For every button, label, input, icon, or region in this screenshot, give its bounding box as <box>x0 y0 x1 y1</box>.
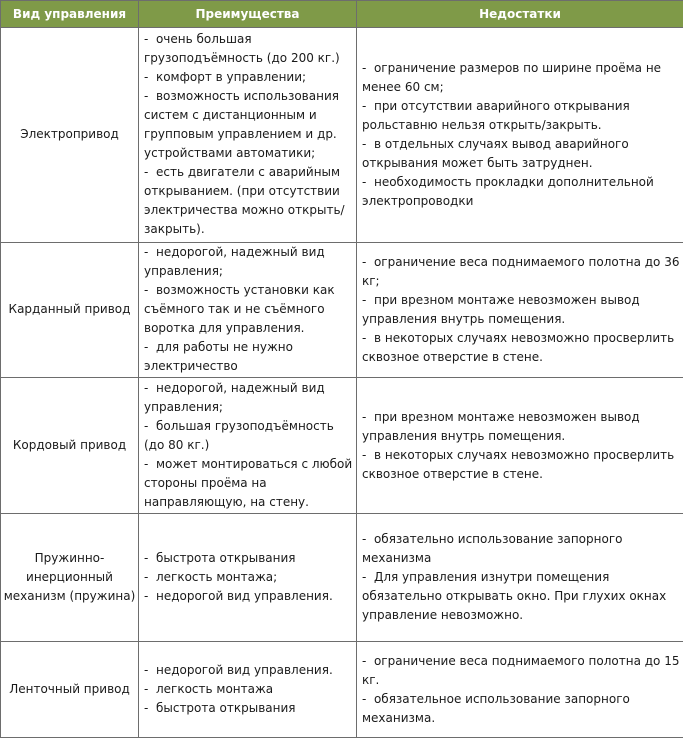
table-row <box>1 28 683 243</box>
advantage-item: - недорогой, надежный вид управления; <box>144 243 354 281</box>
disadvantages-cell <box>357 242 683 378</box>
method-cell: Электропривод <box>1 28 139 243</box>
disadvantage-item: - в отдельных случаях вывод аварийного открывания может быть затруднен. <box>362 135 681 173</box>
advantage-item: - быстрота открывания <box>144 699 354 718</box>
advantage-item: - для работы не нужно электричество <box>144 338 354 376</box>
advantage-item: - легкость монтажа; <box>144 568 354 587</box>
header-advantages: Преимущества <box>139 1 357 28</box>
disadvantages-cell <box>357 28 683 243</box>
method-cell: Кордовый привод <box>1 378 139 514</box>
advantage-item: - может монтироваться с любой стороны проёма на направляющую, на стену. <box>144 455 354 512</box>
method-cell: Карданный привод <box>1 242 139 378</box>
header-row <box>1 1 683 28</box>
disadvantage-item: - при врезном монтаже невозможен вывод управления внутрь помещения. <box>362 408 681 446</box>
advantage-item: - комфорт в управлении; <box>144 68 354 87</box>
advantage-item: - быстрота открывания <box>144 549 354 568</box>
disadvantage-item: - обязательно использование запорного механизма <box>362 530 681 568</box>
method-cell: Ленточный привод <box>1 642 139 738</box>
disadvantage-item: - при врезном монтаже невозможен вывод управления внутрь помещения. <box>362 291 681 329</box>
disadvantages-cell <box>357 378 683 514</box>
table-row <box>1 242 683 378</box>
advantage-item: - недорогой вид управления. <box>144 587 354 606</box>
disadvantage-item: - при отсутствии аварийного открывания рольставню нельзя открыть/закрыть. <box>362 97 681 135</box>
disadvantages-cell <box>357 642 683 738</box>
table-row <box>1 378 683 514</box>
advantages-cell <box>139 378 357 514</box>
disadvantage-item: - ограничение веса поднимаемого полотна до 15 кг. <box>362 652 681 690</box>
disadvantages-cell <box>357 514 683 642</box>
advantage-item: - недорогой, надежный вид управления; <box>144 379 354 417</box>
advantage-item: - легкость монтажа <box>144 680 354 699</box>
advantage-item: - большая грузоподъёмность (до 80 кг.) <box>144 417 354 455</box>
disadvantage-item: - ограничение размеров по ширине проёма не менее 60 см; <box>362 59 681 97</box>
disadvantage-item: - в некоторых случаях невозможно просверлить сквозное отверстие в стене. <box>362 329 681 367</box>
method-cell: Пружинно-инерционный механизм (пружина) <box>1 514 139 642</box>
header-disadvantages: Недостатки <box>357 1 683 28</box>
disadvantage-item: - ограничение веса поднимаемого полотна до 36 кг; <box>362 253 681 291</box>
advantage-item: - недорогой вид управления. <box>144 661 354 680</box>
advantages-cell <box>139 28 357 243</box>
advantages-cell <box>139 642 357 738</box>
advantage-item: - есть двигатели с аварийным открыванием. (при отсутствии электричества можно открыть/закрыть). <box>144 163 354 239</box>
advantages-cell <box>139 514 357 642</box>
table-row <box>1 642 683 738</box>
disadvantage-item: - необходимость прокладки дополнительной электропроводки <box>362 173 681 211</box>
advantage-item: - очень большая грузоподъёмность (до 200 кг.) <box>144 30 354 68</box>
table-row <box>1 514 683 642</box>
advantage-item: - возможность установки как съёмного так и не съёмного воротка для управления. <box>144 281 354 338</box>
advantages-cell <box>139 242 357 378</box>
disadvantage-item: - Для управления изнутри помещения обязательно открывать окно. При глухих окнах управление невозможно. <box>362 568 681 625</box>
advantage-item: - возможность использования систем с дистанционным и групповым управлением и др. устройствами автоматики; <box>144 87 354 163</box>
header-method: Вид управления <box>1 1 139 28</box>
disadvantage-item: - обязательное использование запорного механизма. <box>362 690 681 728</box>
disadvantage-item: - в некоторых случаях невозможно просверлить сквозное отверстие в стене. <box>362 446 681 484</box>
